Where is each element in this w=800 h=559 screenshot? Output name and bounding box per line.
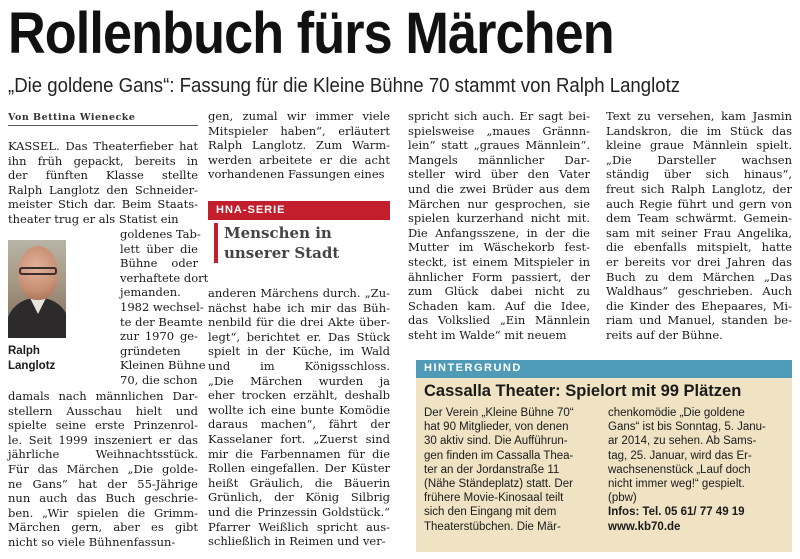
text-line: eher trocken erzählt, deshalb bbox=[208, 388, 390, 403]
text-line: hat 90 Mitglieder, von denen bbox=[424, 421, 569, 434]
text-line: spricht sich auch. Er sagt bei- bbox=[408, 109, 590, 123]
text-line: wachsenenstück „Lauf doch bbox=[608, 463, 751, 476]
text-line: lett über die bbox=[120, 241, 198, 256]
column-4 bbox=[606, 109, 792, 343]
text-line: nenbild für die drei Akte über- bbox=[208, 315, 390, 330]
article-headline: Rollenbuch fürs Märchen bbox=[8, 1, 614, 66]
photo-caption bbox=[8, 344, 68, 373]
text-line: stellern Ausschau hielt und bbox=[8, 403, 198, 418]
text-line: 70, die schon bbox=[120, 372, 198, 387]
info-box-left-column bbox=[424, 406, 600, 534]
text-line: heißt Gräulich, die Bäuerin bbox=[208, 475, 390, 490]
text-line: die ebenfalls mitspielt, hatte bbox=[606, 240, 792, 255]
text-line: nächst habe ich mir das Büh- bbox=[208, 300, 390, 315]
text-line: Mangels männlicher Dar- bbox=[408, 152, 590, 167]
text-line: gründeten bbox=[120, 343, 181, 358]
text-line: spielt in der Küche, im Wald bbox=[208, 344, 390, 359]
text-line: steller wird über den Vater bbox=[408, 167, 590, 182]
text-line: ar 2014, zu sehen. Ab Sams- bbox=[608, 435, 757, 448]
text-line: daraus machen“, fährt der bbox=[208, 417, 390, 432]
text-line: legt“, berichtet er. Das Stück bbox=[208, 329, 390, 344]
text-line: Waldhaus“ geschrieben. Auch bbox=[606, 284, 792, 299]
text-line: spielte seine erste Prinzenrol- bbox=[8, 418, 198, 433]
text-line: und im Königsschloss. bbox=[208, 358, 390, 373]
author-photo bbox=[8, 240, 66, 338]
text-line: Pfarrer Weißlich spricht aus- bbox=[208, 519, 390, 534]
text-line: Gans“ ist bis Sonntag, 5. Janu- bbox=[608, 421, 766, 434]
text-line: Mitspieler haben“, erläutert bbox=[208, 123, 390, 138]
text-line: damals nach männlichen Dar- bbox=[8, 389, 198, 403]
series-title-line: unserer Stadt bbox=[224, 244, 340, 262]
text-line: (Nähe Ständeplatz) statt. Der bbox=[424, 478, 573, 491]
text-line: spielsweise „maues Grännn- bbox=[408, 123, 590, 138]
text-line: (pbw) bbox=[608, 492, 637, 505]
series-banner bbox=[208, 201, 390, 273]
info-website-link[interactable]: www.kb70.de bbox=[608, 520, 681, 533]
text-line: „Die Darsteller wachsen bbox=[606, 152, 792, 167]
text-line: sam mit seiner Frau Angelika, bbox=[606, 225, 792, 240]
text-line: theater trug er als Statist ein bbox=[8, 211, 179, 226]
series-title bbox=[214, 223, 390, 263]
text-line: Schaden kam. Auf die Idee, bbox=[408, 298, 590, 313]
text-line: le. Seit 1999 inszeniert er das bbox=[8, 432, 198, 447]
text-line: ben. „Wir spielen die Grimm- bbox=[8, 505, 198, 520]
text-line: und die Prinzessin Goldstück.“ bbox=[208, 504, 390, 519]
text-line: ihn früh gepackt, bereits in bbox=[8, 153, 198, 168]
text-line: Landskron, die im Stück das bbox=[606, 123, 792, 138]
text-line: nun auch das Buch geschrie- bbox=[8, 491, 198, 506]
text-line: lein“ statt „graues Männlein“. bbox=[408, 138, 590, 153]
text-line: wollte ich eine bunte Komödie bbox=[208, 402, 390, 417]
text-line: das Volkslied „Ein Männlein bbox=[408, 313, 590, 328]
text-line: auch Regie führt und gern von bbox=[606, 196, 792, 211]
text-line: zur 1970 ge- bbox=[120, 329, 198, 344]
text-line: die Kinder des Ehepaares, Mi- bbox=[606, 298, 792, 313]
text-line: und die zwei Brüder aus dem bbox=[408, 181, 590, 196]
caption-line: Ralph bbox=[8, 345, 40, 357]
text-line: jährliche Weihnachtsstück. bbox=[8, 447, 198, 462]
text-line: chenkomödie „Die goldene bbox=[608, 407, 745, 419]
text-line: Ralph Langlotz den Schneider- bbox=[8, 182, 198, 197]
text-line: jemanden. bbox=[120, 285, 181, 300]
text-line: Die Anfangsszene, in der die bbox=[408, 225, 590, 240]
text-line: Märchen gern, aber es gibt bbox=[8, 520, 198, 535]
series-label: HNA-SERIE bbox=[208, 201, 390, 220]
text-line: „Die Märchen wurden ja bbox=[208, 373, 390, 388]
text-line: ähnlicher Form passiert, der bbox=[408, 269, 590, 284]
text-line: freut sich Ralph Langlotz, der bbox=[606, 181, 792, 196]
text-line: Kleinen Bühne bbox=[120, 358, 206, 373]
column-2-top bbox=[208, 109, 390, 182]
text-line: anderen Märchens durch. „Zu- bbox=[208, 286, 390, 300]
text-line: Der Verein „Kleine Bühne 70“ bbox=[424, 407, 574, 419]
text-line: Buch zu dem Märchen „Das bbox=[606, 269, 792, 284]
text-line: zum Glück dabei nicht zu bbox=[408, 284, 590, 299]
info-box-title: Cassalla Theater: Spielort mit 99 Plätzen bbox=[424, 382, 742, 400]
text-line: sich den Eingang mit dem bbox=[424, 506, 557, 519]
text-line: ter an der Jordanstraße 11 bbox=[424, 463, 560, 476]
text-line: Rollen eingefallen. Der Küster bbox=[208, 461, 390, 476]
text-line: Theaterstübchen. Die Mär- bbox=[424, 520, 561, 533]
info-box-right-column bbox=[608, 406, 788, 534]
text-line: der fünften Klasse stellte bbox=[8, 168, 198, 183]
text-line: 30 aktiv sind. Die Aufführun- bbox=[424, 435, 568, 448]
text-line: gen, zumal wir immer viele bbox=[208, 109, 390, 123]
caption-line: Langlotz bbox=[8, 359, 56, 372]
text-line: schließlich in Reimen und ver- bbox=[208, 534, 386, 549]
text-line: Kasselaner fort. „Zuerst sind bbox=[208, 431, 390, 446]
text-line: kleine graue Männlein spielt. bbox=[606, 138, 792, 153]
series-title-line: Menschen in bbox=[224, 224, 332, 242]
text-line: goldenes Tab- bbox=[120, 227, 201, 241]
text-line: dem Team schwärmt. Gemein- bbox=[606, 211, 792, 226]
text-line: te der Beamte bbox=[120, 314, 203, 329]
column-1-bottom bbox=[8, 389, 198, 550]
text-line: steckt, ist einem Mitspieler in bbox=[408, 254, 590, 269]
column-3 bbox=[408, 109, 590, 343]
text-line: Text zu versehen, kam Jasmin bbox=[606, 109, 792, 123]
text-line: ständig über sich hinaus“, bbox=[606, 167, 792, 182]
text-line: steht im Walde“ mit neuem bbox=[408, 327, 567, 342]
info-phone: Infos: Tel. 05 61/ 77 49 19 bbox=[608, 506, 745, 519]
article-subhead: „Die goldene Gans“: Fassung für die Kleine Bühne 70 stammt von Ralph Langlotz bbox=[8, 75, 681, 97]
text-line: verhaftete dort bbox=[120, 270, 209, 285]
column-1-top bbox=[8, 139, 198, 227]
text-line: tag, 25. Januar, wird das Er- bbox=[608, 449, 752, 462]
text-line: riam und Manuel, standen be- bbox=[606, 313, 792, 328]
author-byline: Von Bettina Wienecke bbox=[8, 112, 198, 126]
text-line: frühere Movie-Kinosaal teilt bbox=[424, 492, 564, 505]
text-line: nicht immer weg!“ gespielt. bbox=[608, 478, 745, 491]
text-line: spielen kurzerhand nicht mit. bbox=[408, 211, 590, 226]
text-line: Märchen nur gesprochen, sie bbox=[408, 196, 590, 211]
column-1-wrapped bbox=[120, 227, 209, 388]
text-line: Grünlich, der König Silbrig bbox=[208, 490, 390, 505]
text-line: meister Stich dar. Beim Staats- bbox=[8, 197, 198, 212]
info-box-label: HINTERGRUND bbox=[416, 360, 792, 378]
text-line: reits auf der Bühne. bbox=[606, 327, 723, 342]
text-line: ne Gans“ hat der 55-Jährige bbox=[8, 476, 198, 491]
text-line: Bühne oder bbox=[120, 256, 198, 271]
text-line: 1982 wechsel- bbox=[120, 299, 204, 314]
text-line: werden arbeitete er die acht bbox=[208, 152, 390, 167]
text-line: vorhandenen Fassungen eines bbox=[208, 167, 385, 182]
text-line: nicht so viele Bühnenfassun- bbox=[8, 534, 176, 549]
column-2-bottom bbox=[208, 286, 390, 549]
text-line: Für das Märchen „Die golde- bbox=[8, 461, 198, 476]
text-line: KASSEL. Das Theaterfieber hat bbox=[8, 139, 198, 153]
text-line: mir die Farbennamen für die bbox=[208, 446, 390, 461]
text-line: Mutter im Wäschekorb fest- bbox=[408, 240, 590, 255]
text-line: gen finden im Cassalla Thea- bbox=[424, 449, 574, 462]
text-line: Ralph Langlotz. Zum Warm- bbox=[208, 138, 390, 153]
text-line: er bereits vor drei Jahren das bbox=[606, 254, 792, 269]
